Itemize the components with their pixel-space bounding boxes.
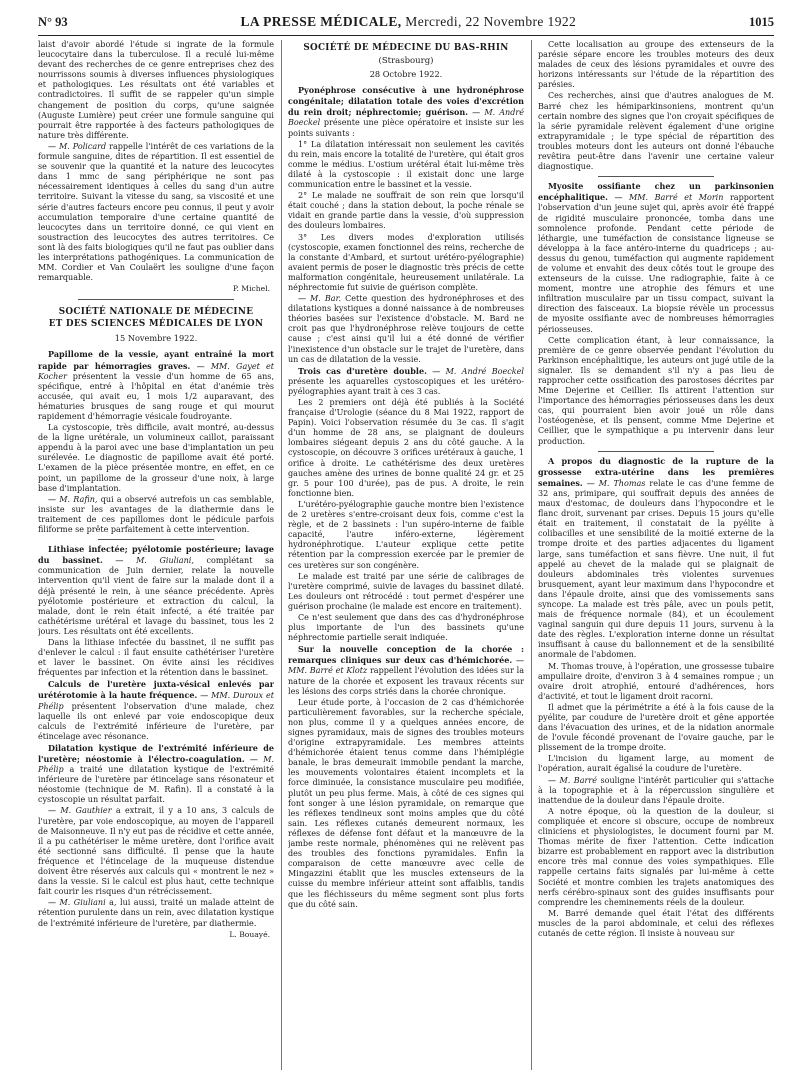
paragraph bbox=[288, 294, 524, 365]
paragraph: 1° La dilatation intéressait non seulement les cavités du rein, mais encore la totalité de l'uretère, qui était gros comme le médius. L'ostium urétéral était lui-même très dilaté à la cystoscopie : il existait donc une large communication entre le bassinet et la vessie. bbox=[288, 139, 524, 190]
speaker-name: — M. Giuliani bbox=[48, 898, 106, 908]
divider bbox=[78, 299, 234, 300]
paragraph-text: rapportent l'observation d'un jeune sujet qui, après avoir été frappé de rigidité musculaire prononcée, tomba dans une somnolence profonde. Pendant cette période de léthargie, une tuméfaction de consistance ligneuse se développa à la face antéro-interne du quadriceps ; au-dessus du genou, tuméfaction qui augmente rapidement de volume et envahit des deux côtés tout le groupe des extenseurs de la cuisse. Une radiographie, faite à ce moment, montre une atrophie des fémurs et une infiltration musculaire par un tissu compact, suivant la direction des faisceaux. La biopsie révèle un processus de myosite ossifiante avec de nombreuses hémorragies périosseuses. bbox=[538, 193, 774, 334]
paragraph: Ce n'est seulement que dans des cas d'hydronéphrose plus importante de l'un des bassinets qu'une néphrectomie partielle serait indiquée. bbox=[288, 612, 524, 643]
issue-number: N° 93 bbox=[38, 15, 68, 29]
paragraph-text: Cette question des hydronéphroses et des dilatations kystiques a donné naissance à de nombreuses théories basées sur l'existence d'obstacle. M. Bard ne croit pas que l'hydronéphrose relève toujours de cette cause ; c'est ainsi qu'il lui a été donné de vérifier l'inexistence d'un obstacle sur le trajet de l'uretère, dans un cas de dilatation de la vessie. bbox=[288, 294, 524, 364]
paragraph bbox=[538, 456, 774, 661]
newspaper-page bbox=[38, 14, 774, 1074]
authors: — MM. Gayet et Kocher bbox=[38, 361, 274, 381]
article-title: Papillome de la vessie, ayant entraîné la mort rapide par hémorragies graves. bbox=[38, 349, 274, 371]
column-1 bbox=[38, 40, 274, 1070]
journal-name: LA PRESSE MÉDICALE, bbox=[240, 14, 402, 29]
paragraph bbox=[538, 181, 774, 334]
article-title: A propos du diagnostic de la rupture de la grossesse extra-utérine dans les premières semaines. bbox=[538, 455, 774, 488]
paragraph: 2° Le malade ne souffrait de son rein que lorsqu'il était couché ; dans la station debout, la poche rénale se vidait en grande partie dans la vessie, d'où suppression des douleurs lombaires. bbox=[288, 191, 524, 231]
article-title: Lithiase infectée; pyélotomie postérieure; lavage du bassinet. bbox=[38, 544, 274, 566]
paragraph-text: relate le cas d'une femme de 32 ans, primipare, qui souffrait depuis des années de maux d'estomac, de douleurs dans l'hypocondre et le flanc droit, survenant par crises. Depuis 15 jours qu'elle était en traitement, il constatait de la pyélite à colibacilles et une sensibilité de la moitié externe de la trompe droite et des parties adjacentes du ligament large, sans tuméfaction et sans fièvre. Une nuit, il fut appelé au chevet de la malade qui se plaignait de douleurs abdominales très violentes survenues brusquement, ayant leur maximum dans l'hypocondre et dans l'épaule droite, ainsi que des vomissements sans syncope. La malade est très pâle, avec un pouls petit, mais de fréquence normale (84), et un écoulement vaginal sanguin qui dure depuis 11 jours, survenu à la date des règles. L'exploration interne donne un résultat insuffisant à cause du ballonnement et de la sensibilité anormale de l'abdomen. bbox=[538, 478, 774, 660]
paragraph-text: qui a observé autrefois un cas semblable, insiste sur les avantages de la diathermie dans le traitement de ces papillomes dont le pédicule parfois filiforme se prête parfaitement à cette intervention. bbox=[38, 494, 274, 535]
paragraph bbox=[38, 898, 274, 928]
paragraph-text: a, lui aussi, traité un malade atteint de rétention purulente dans un rein, avec dilatation kystique de l'extrémité inférieure de l'uretère, par diathermie. bbox=[38, 898, 274, 928]
authors: — MM. Duroux et Phélip bbox=[38, 691, 274, 711]
society-heading: SOCIÉTÉ DE MÉDECINE DU BAS-RHIN bbox=[303, 43, 509, 53]
paragraph-text: rappelle l'intérêt de ces variations de la formule sanguine, dites de répartition. Il est essentiel de se souvenir que la quantité et la nature des leucocytes dans 1 mmc de sang périphérique ne sont pas nécessairement identiques à celles du sang d'un autre territoire. Suivant la vitesse du sang, sa viscosité et une série d'autres facteurs encore peu connus, il peut y avoir accumulation temporaire d'une certaine quantité de leucocytes dans un territoire donné, ce qui vient en soustraction des leucocytes des autres territoires. Ce sont là des faits biologiques qu'il ne faut pas oublier dans les interprétations pathogéniques. La communication de MM. Cordier et Van Coulaërt les souligne d'une façon remarquable. bbox=[38, 141, 274, 283]
article-title: Calculs de l'uretère juxta-vésical enlevés par urétérotomie à la haute fréquence. bbox=[38, 679, 274, 701]
divider bbox=[598, 176, 714, 177]
divider bbox=[598, 451, 714, 452]
column-rule bbox=[531, 40, 532, 1070]
article-title: Dilatation kystique de l'extrémité inférieure de l'uretère; néostomie à l'électro-coagulation. bbox=[38, 742, 274, 764]
article-title: Trois cas d'uretère double. bbox=[298, 365, 427, 376]
paragraph bbox=[288, 644, 524, 696]
article-title: Pyonéphrose consécutive à une hydronéphrose congénitale; dilatation totale des voies d'excrétion du rein droit; néphrectomie; guérison. bbox=[288, 85, 524, 118]
paragraph bbox=[38, 679, 274, 742]
speaker-name: — M. Gauthier bbox=[48, 806, 112, 816]
paragraph bbox=[38, 743, 274, 806]
speaker-name: — M. Bar. bbox=[298, 294, 342, 304]
column-2 bbox=[288, 40, 524, 1070]
paragraph: M. Barré demande quel était l'état des différents muscles de la paroi abdominale, et celui des réflexes cutanés de cette région. Il insiste à nouveau sur bbox=[538, 908, 774, 938]
paragraph: Il admet que la périmétrite a été à la fois cause de la pyélite, par coudure de l'uretère droit et gêne apportée dans l'évacuation des urines, et de la nidation anormale de l'ovule fécondé provenant de l'ovaire gauche, par le plissement de la trompe droite. bbox=[538, 702, 774, 753]
paragraph: Ces recherches, ainsi que d'autres analogues de M. Barré chez les hémiparkinsoniens, montrent qu'un certain nombre des signes que l'on croyait spécifiques de la série pyramidale relèvent également d'une origine extrapyramidale ; le type spécial de répartition des troubles moteurs dont les auteurs ont donné l'ébauche revêtira peut-être dans l'avenir une certaine valeur diagnostique. bbox=[538, 91, 774, 172]
paragraph: L'urétéro-pyélographie gauche montre bien l'existence de 2 uretères s'entre-croisant deux fois, comme c'est la règle, et de 2 bassinets : l'un supéro-interne de faible capacité, l'autre inféro-externe, légèrement hydronéphrotique. L'auteur explique cette petite rétention par la compression exercée par le premier de ces uretères sur son congénère. bbox=[288, 499, 524, 570]
paragraph: A notre époque, où la question de la douleur, si compliquée et encore si obscure, occupe de nombreux cliniciens et physiologistes, le document fourni par M. Thomas mérite de fixer l'attention. Cette indication bizarre est probablement en rapport avec la distribution encore très mal connue des voies sympathiques. Elle rappelle certains faits signalés par lui-même à cette Société et montre combien les trajets anatomiques des nerfs cérébro-spinaux sont des guides insuffisants pour comprendre les cheminements réels de la douleur. bbox=[538, 806, 774, 907]
paragraph-text: présente les aquarelles cystoscopiques et les urétéro-pyélographies ayant trait à ces 3 cas. bbox=[288, 376, 524, 396]
paragraph bbox=[38, 806, 274, 897]
session-date: 15 Novembre 1922. bbox=[114, 333, 198, 344]
society-city: (Strasbourg) bbox=[378, 56, 434, 66]
paragraph: Leur étude porte, à l'occasion de 2 cas d'hémichorée particulièrement favorables, sur la recherche spéciale, non plus, comme il y a quelques années encore, de signes pyramidaux, mais de signes des troubles moteurs d'origine extrapyramidale. Les membres atteints d'hémichorée étaient tenus comme dans l'hémiplégie banale, le bras demeurait immobile pendant la marche, les mouvements volontaires étaient incomplets et la force diminuée, la consistance musculaire peu modifiée, plutôt un peu plus ferme. Mais, à côté de ces signes qui font songer à une lésion pyramidale, on remarque que les réflexes tendineux sont moins amples que du côté sain. Les réflexes cutanés demeurent normaux, les réflexes de défense font défaut et la manœuvre de la jambe reste normale, phénomènes qui ne relèvent pas des troubles des fonctions pyramidales. Enfin la comparaison de cette manœuvre avec celle de Mingazzini établit que les muscles extenseurs de la cuisse du membre inférieur atteint sont affaiblis, tandis que les fléchisseurs du même segment sont plus forts que du côté sain. bbox=[288, 697, 524, 909]
session-date: 28 Octobre 1922. bbox=[369, 69, 443, 80]
paragraph bbox=[38, 349, 274, 422]
paragraph bbox=[538, 776, 774, 806]
speaker-name: — M. Rafin, bbox=[48, 494, 98, 504]
paragraph-text: souligne l'intérêt particulier qui s'attache à la topographie et à la répercussion singulière et inattendue de la douleur dans l'épaule droite. bbox=[538, 775, 774, 805]
society-line: SOCIÉTÉ NATIONALE DE MÉDECINE bbox=[58, 307, 254, 318]
masthead-title bbox=[241, 14, 577, 30]
page-number: 1015 bbox=[749, 15, 774, 29]
speaker-name: — M. Barré bbox=[548, 775, 597, 785]
column-rule bbox=[281, 40, 282, 1070]
paragraph bbox=[38, 495, 274, 535]
divider bbox=[98, 539, 214, 540]
paragraph: M. Thomas trouve, à l'opération, une grossesse tubaire ampullaire droite, d'environ 3 à 4 semaines rompue ; un ovaire droit atrophié, entouré d'adhérences, hors d'activité, et tout le ligament droit racorni. bbox=[538, 661, 774, 701]
authors: — M. André Boeckel bbox=[288, 108, 524, 128]
paragraph: Les 2 premiers ont déjà été publiés à la Société française d'Urologie (séance du 8 Mai 1922, rapport de Papin). Voici l'observation résumée du 3e cas. Il s'agit d'un homme de 28 ans, se plaignant de douleurs lombaires siégeant depuis 2 ans du côté gauche. A la cystoscopie, on découvre 3 orifices urétéraux à gauche, 1 orifice à droite. Le cathétérisme des deux uretères gauches amène des urines de bonne qualité 24 gr. et 25 gr. 5 pour 100 d'urée), pas de pus. A droite, le rein fonctionne bien. bbox=[288, 398, 524, 498]
authors: — M. André Boeckel bbox=[432, 366, 524, 376]
authors: — MM. Barré et Morin bbox=[614, 193, 724, 203]
paragraph: Dans la lithiase infectée du bassinet, il ne suffit pas d'enlever le calcul : il faut ensuite cathétériser l'uretère et laver le bassinet. On évite ainsi les récidives fréquentes par infection et la rétention dans le bassinet. bbox=[38, 637, 274, 678]
paragraph: Le malade est traité par une série de calibrages de l'uretère comprimé, suivie de lavages du bassinet dilaté. Les douleurs ont rétrocédé : tout permet d'espérer une guérison prochaine (le malade est encore en traitement). bbox=[288, 571, 524, 611]
article-title: Sur la nouvelle conception de la chorée : remarques cliniques sur deux cas d'hémichorée. bbox=[288, 644, 524, 666]
signature: P. Michel. bbox=[232, 284, 270, 294]
paragraph: Cette complication étant, à leur connaissance, la première de ce genre observée pendant l'évolution du Parkinson encéphalitique, les auteurs ont jugé utile de la signaler. Ils se demandent s'il n'y a pas lieu de rapprocher cette ossification des parostoses décrites par Mme Dejerine et Ceillier. Ils attirent l'attention sur l'importance des hémorragies périosseuses dans les deux cas, qui pourraient bien avoir joué un rôle dans l'ostéogenèse, et ils pensent, comme Mme Dejerine et Ceillier, que le sympathique a pu intervenir dans leur production. bbox=[538, 335, 774, 446]
paragraph-text: rappellent l'évolution des idées sur la nature de la chorée et exposent les travaux récents sur les lésions des corps striés dans la chorée chronique. bbox=[288, 666, 524, 696]
authors: — M. Giuliani, bbox=[115, 556, 194, 566]
issue-date: Mercredi, 22 Novembre 1922 bbox=[405, 14, 577, 29]
columns bbox=[38, 40, 774, 1070]
paragraph-text: a extrait, il y a 10 ans, 3 calculs de l'uretère, par voie endoscopique, au moyen de l'appareil de Maisonneuve. Il n'y eut pas de récidive et cette année, il a pu cathétériser le même uretère, dont l'orifice avait été sectionné sans difficulté. Il pense que la haute fréquence et l'étincelage de la muqueuse distendue doivent être réservés aux calculs qui « montrent le nez » dans la vessie. Si le calcul est plus haut, cette technique fait courir les risques d'un rétrécissement. bbox=[38, 806, 274, 897]
paragraph bbox=[288, 366, 524, 397]
authors: — MM. Barré et Klotz bbox=[288, 656, 524, 676]
authors: — M. Thomas bbox=[586, 478, 646, 488]
paragraph-text: présentent l'observation d'une malade, chez laquelle ils ont enlevé par voie endoscopique deux calculs de l'extrémité inférieure de l'uretère, par étincelage avec résonance. bbox=[38, 701, 274, 741]
paragraph-text: présentent la vessie d'un homme de 65 ans, spécifique, entré à l'hôpital en état d'anémie très accusée, qui avait eu, 1 mois 1/2 auparavant, des hématuries brusques de sang rouge et qui mourut rapidement d'hémorragie vésicale foudroyante. bbox=[38, 371, 274, 421]
paragraph bbox=[38, 544, 274, 637]
paragraph: laist d'avoir abordé l'étude si ingrate de la formule leucocytaire dans la tuberculose. Il a reculé lui-même devant des recherches de ce genre entreprises chez des nourrissons soumis à diverses influences physiologiques et pathologiques. Les résultats ont été variables et contradictoires. Il suffit de se rappeler qu'un simple changement de position du corps, qu'une saignée (Auguste Lumière) peut créer une formule sanguine qui pourrait être rapportée à des facteurs pathologiques de nature très différente. bbox=[38, 40, 274, 140]
article-title: Myosite ossifiante chez un parkinsonien encéphalitique. bbox=[538, 181, 774, 203]
paragraph: 3° Les divers modes d'exploration utilisés (cystoscopie, examen fonctionnel des reins, recherche de la constante d'Ambard, et surtout urétéro-pyélographie) avaient permis de poser le diagnostic très précis de cette malformation congénitale, heureusement unilatérale. La néphrectomie fut suivie de guérison complète. bbox=[288, 232, 524, 292]
speaker-name: — M. Policard bbox=[48, 141, 107, 151]
authors: — M. Phélip bbox=[38, 755, 274, 775]
page-header bbox=[38, 14, 774, 36]
column-3 bbox=[538, 40, 774, 1070]
paragraph: Cette localisation au groupe des extenseurs de la parésie sépare encore les troubles moteurs des deux malades de ceux des lésions pyramidales et ouvre des horizons intéressants sur l'étude de la répartition des parésies. bbox=[538, 40, 774, 90]
signature: L. Bouayé. bbox=[229, 929, 270, 939]
paragraph-text: complétant sa communication de Juin dernier, relate la nouvelle intervention qu'il vient de faire sur la malade dont il a déjà présenté le rein, à une séance précédente. Après pyélotomie postérieure et extraction du calcul, la malade, dont le rein était infecté, a été traitée par cathétérisme urétéral et lavage du bassinet, tous les 2 jours. Les résultats ont été excellents. bbox=[38, 556, 274, 636]
society-heading bbox=[38, 306, 274, 330]
paragraph: La cystoscopie, très difficile, avait montré, au-dessus de la ligne urétérale, un volumineux caillot, paraissant appendu à la paroi avec une base d'implantation un peu surélevée. Le diagnostic de papillome avait été porté. L'examen de la pièce présentée montre, en effet, en ce point, un papillome de la grosseur d'une noix, à large base d'implantation. bbox=[38, 423, 274, 493]
society-line: ET DES SCIENCES MÉDICALES DE LYON bbox=[48, 319, 264, 330]
paragraph bbox=[288, 85, 524, 138]
paragraph bbox=[38, 142, 274, 283]
paragraph-text: présente une pièce opératoire et insiste sur les points suivants : bbox=[288, 118, 524, 138]
paragraph-text: a traité une dilatation kystique de l'extrémité inférieure de l'uretère par étincelage sans résonateur et néostomie (technique de M. Rafin). Il a constaté à la cystoscopie un résultat parfait. bbox=[38, 765, 274, 805]
paragraph: L'incision du ligament large, au moment de l'opération, aurait égalisé la coudure de l'uretère. bbox=[538, 754, 774, 774]
